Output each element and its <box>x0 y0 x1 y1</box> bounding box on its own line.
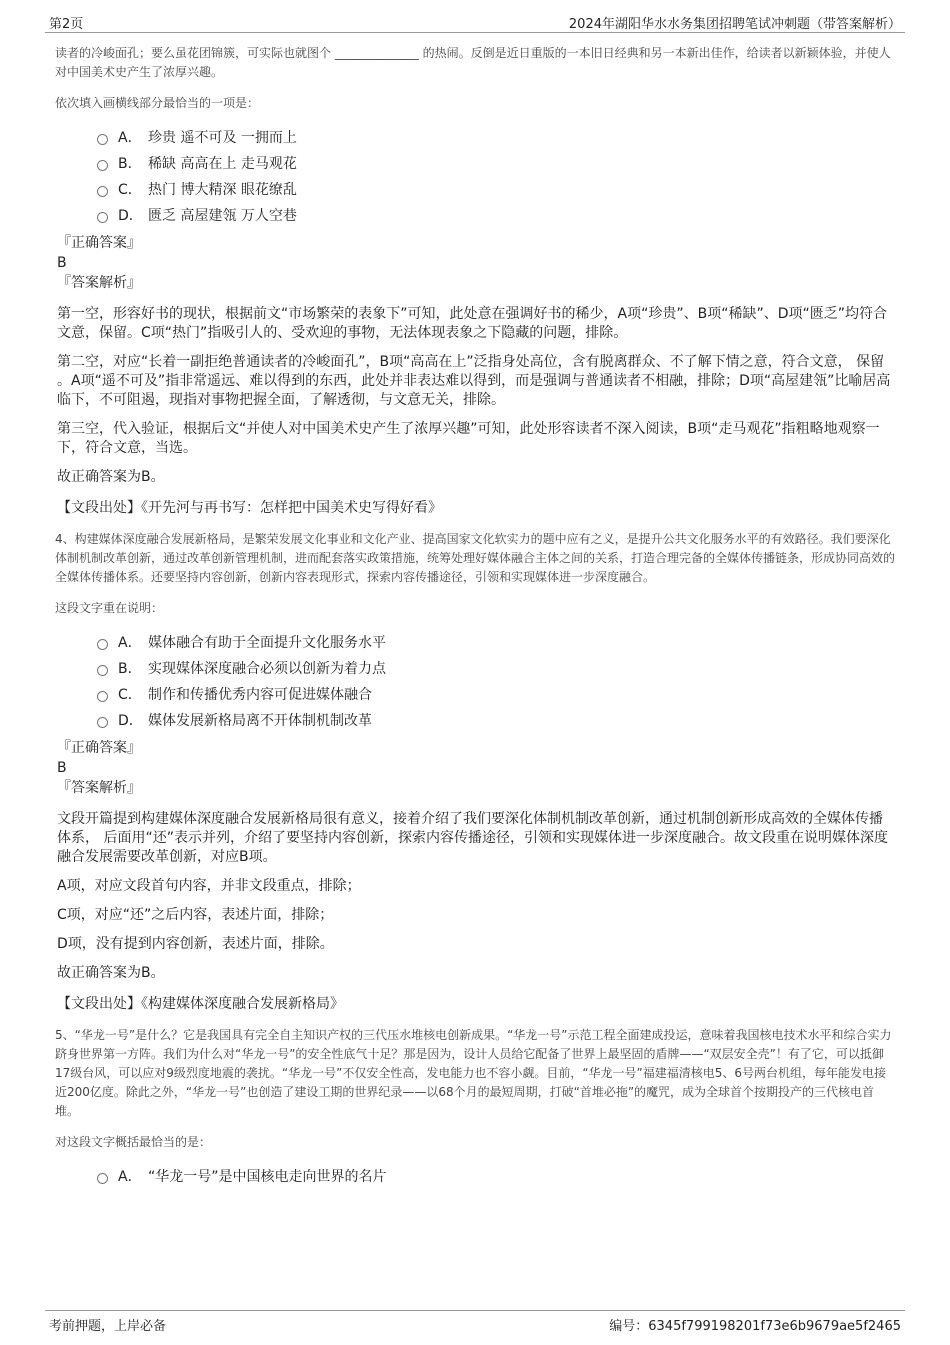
analysis-paragraph: 第三空，代入验证，根据后文“并使人对中国美术史产生了浓厚兴趣”可知，此处形容读者不深入阅读，B项“走马观花”指粗略地观察一下，符合文意，当选。 <box>57 421 880 456</box>
radio-icon[interactable] <box>97 1173 108 1184</box>
question-3-prompt: 依次填入画横线部分最恰当的一项是： <box>55 96 260 110</box>
analysis-paragraph: C项，对应“还”之后内容，表述片面，排除； <box>57 907 334 923</box>
page-header <box>45 10 905 33</box>
option-a[interactable]: A． 珍贵 遥不可及 一拥而上 <box>97 125 905 151</box>
answer-value: B <box>57 760 67 776</box>
question-3-options <box>45 125 905 229</box>
footer-slogan: 考前押题，上岸必备 <box>49 1319 167 1334</box>
question-4-stem: 4、构建媒体深度融合发展新格局，是繁荣发展文化事业和文化产业、提高国家文化软实力的题中应有之义，是提升公共文化服务水平的有效路径。我们要深化体制机制改革创新，通过改革创新管理机制，进而配套落实政策措施，统筹处理好媒体融合主体之间的关系，打造合理完备的全媒体传播链条，形成协同高效的全媒体传播体系。还要坚持内容创新，创新内容表现形式，探索内容传播途径，引领和实现媒体进一步深度融合。 <box>55 532 896 584</box>
question-4-prompt: 这段文字重在说明： <box>55 601 164 615</box>
page-number: 第2页 <box>49 17 84 32</box>
analysis-conclusion: 故正确答案为B。 <box>57 965 165 981</box>
radio-icon[interactable] <box>97 186 108 197</box>
radio-icon[interactable] <box>97 717 108 728</box>
analysis-paragraph: 文段开篇提到构建媒体深度融合发展新格局很有意义，接着介绍了我们要深化体制机制改革创新，通过机制创新形成高效的全媒体传播体系， 后面用“还”表示并列，介绍了要坚持内容创新，探索内容传播途径，引领和实现媒体进一步深度融合。故文段重在说明媒体深度融合发展需要改革创新，对应B项。 <box>57 811 888 865</box>
analysis-label: 『答案解析』 <box>57 275 141 291</box>
option-d[interactable]: D． 匮乏 高屋建瓴 万人空巷 <box>97 203 905 229</box>
option-a[interactable]: A． 媒体融合有助于全面提升文化服务水平 <box>97 630 905 656</box>
option-c[interactable]: C． 热门 博大精深 眼花缭乱 <box>97 177 905 203</box>
source-citation: 【文段出处】《构建媒体深度融合发展新格局》 <box>57 996 344 1012</box>
option-c[interactable]: C． 制作和传播优秀内容可促进媒体融合 <box>97 682 905 708</box>
document-id: 编号：6345f799198201f73e6b9679ae5f2465 <box>609 1319 901 1334</box>
question-5-prompt: 对这段文字概括最恰当的是： <box>55 1135 212 1149</box>
analysis-label: 『答案解析』 <box>57 780 141 796</box>
analysis-paragraph: D项，没有提到内容创新，表述片面，排除。 <box>57 936 334 952</box>
document-title: 2024年湖阳华水水务集团招聘笔试冲刺题（带答案解析） <box>568 17 901 32</box>
question-4-options <box>45 630 905 734</box>
option-d[interactable]: D． 媒体发展新格局离不开体制机制改革 <box>97 708 905 734</box>
answer-value: B <box>57 255 67 271</box>
radio-icon[interactable] <box>97 160 108 171</box>
radio-icon[interactable] <box>97 639 108 650</box>
question-3-stem: 读者的冷峻面孔；要么虽花团锦簇，可实际也就图个 ______________ 的热闹。反倒是近日重版的一本旧日经典和另一本新出佳作，给读者以新颖体验，并使人对中国美术史产生了浓厚兴趣。 <box>55 46 891 79</box>
analysis-paragraph: A项，对应文段首句内容，并非文段重点，排除； <box>57 878 361 894</box>
answer-label: 『正确答案』 <box>57 235 141 251</box>
analysis-paragraph: 第一空，形容好书的现状，根据前文“市场繁荣的表象下”可知，此处意在强调好书的稀少，A项“珍贵”、B项“稀缺”、D项“匮乏”均符合文意，保留。C项“热门”指吸引人的、受欢迎的事物，无法体现表象之下隐藏的问题，排除。 <box>57 306 887 341</box>
analysis-paragraph: 第二空，对应“长着一副拒绝普通读者的冷峻面孔”，B项“高高在上”泛指身处高位，含有脱离群众、不了解下情之意，符合文意， 保留 。A项“遥不可及”指非常遥远、难以得到的东西，此处并非表达难以得到，而是强调与普通读者不相融，排除；D项“高屋建瓴”比喻居高临下，不可阻遏，现指对事物把握全面，了解透彻，与文意无关，排除。 <box>57 354 891 408</box>
page-footer <box>45 1310 905 1335</box>
question-5-options <box>45 1164 905 1190</box>
option-b[interactable]: B． 稀缺 高高在上 走马观花 <box>97 151 905 177</box>
radio-icon[interactable] <box>97 691 108 702</box>
option-b[interactable]: B． 实现媒体深度融合必须以创新为着力点 <box>97 656 905 682</box>
radio-icon[interactable] <box>97 212 108 223</box>
radio-icon[interactable] <box>97 134 108 145</box>
document-body <box>45 40 905 1190</box>
option-a[interactable]: A． “华龙一号”是中国核电走向世界的名片 <box>97 1164 905 1190</box>
analysis-conclusion: 故正确答案为B。 <box>57 469 165 485</box>
source-citation: 【文段出处】《开先河与再书写：怎样把中国美术史写得好看》 <box>57 500 442 516</box>
question-5-stem: 5、“华龙一号”是什么？它是我国具有完全自主知识产权的三代压水堆核电创新成果。“华龙一号”示范工程全面建成投运，意味着我国核电技术水平和综合实力跻身世界第一方阵。我们为什么对“华龙一号”的安全性底气十足？那是因为，设计人员给它配备了世界上最坚固的盾牌——“双层安全壳”！有了它，可以抵御17级台风，可以应对9级烈度地震的袭扰。“华龙一号”不仅安全性高，发电能力也不容小觑。目前，“华龙一号”福建福清核电5、6号两台机组，每年能发电接近200亿度。除此之外，“华龙一号”也创造了建设工期的世界纪录——以68个月的最短周期，打破“首堆必拖”的魔咒，成为全球首个按期投产的三代核电首堆。 <box>55 1028 892 1118</box>
answer-label: 『正确答案』 <box>57 740 141 756</box>
radio-icon[interactable] <box>97 665 108 676</box>
